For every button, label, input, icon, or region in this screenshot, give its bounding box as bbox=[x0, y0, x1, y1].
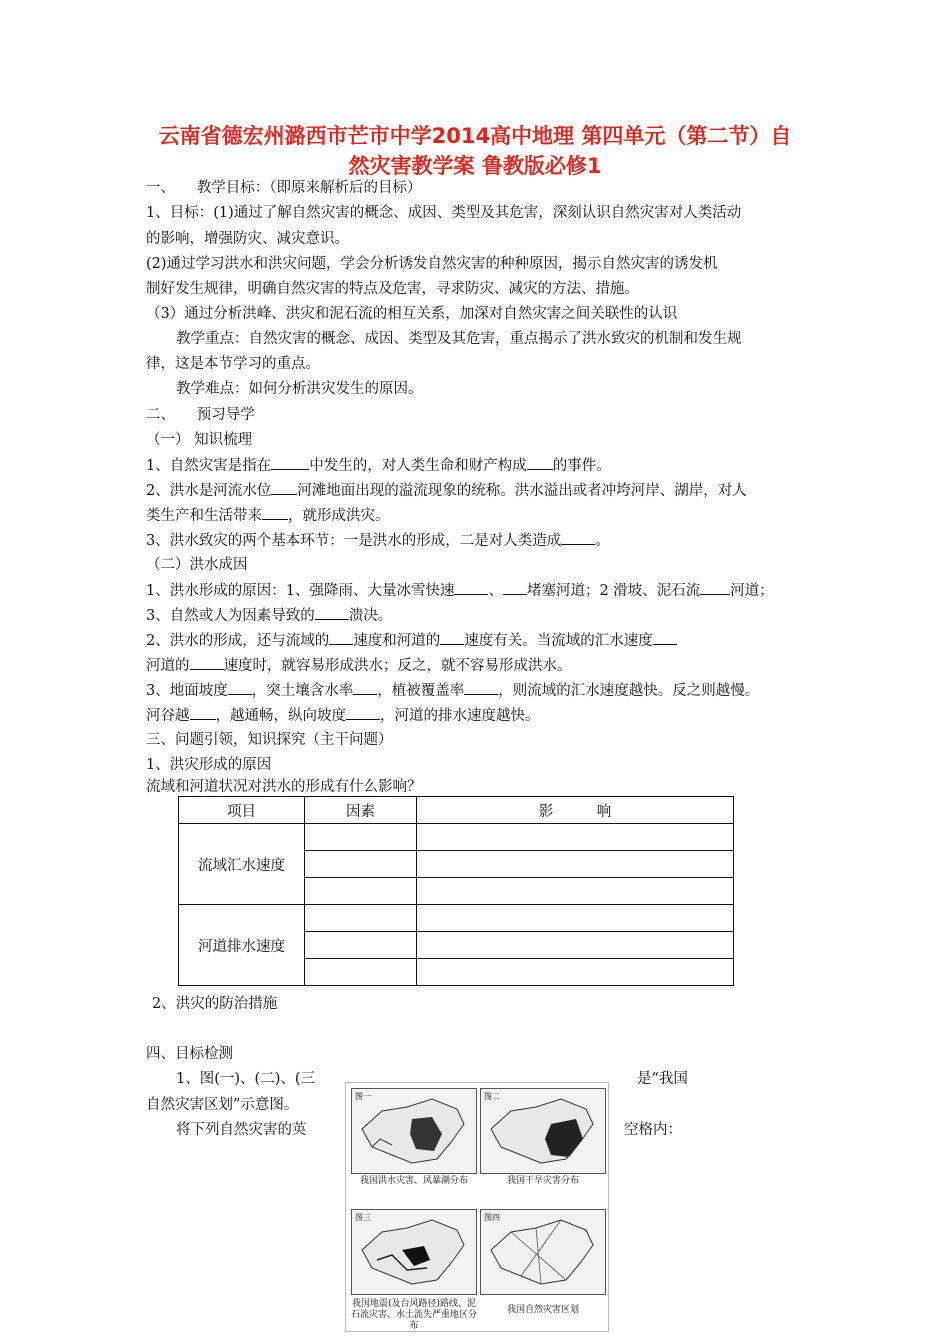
document-title bbox=[140, 121, 810, 181]
assessment-heading: 四、目标检测 bbox=[146, 1046, 233, 1062]
row-label-channel: 河道排水速度 bbox=[179, 905, 305, 986]
map-4: 图四 bbox=[480, 1209, 606, 1295]
blank[interactable] bbox=[527, 455, 553, 470]
table-cell[interactable] bbox=[305, 905, 417, 932]
blank[interactable] bbox=[190, 705, 216, 720]
table-cell[interactable] bbox=[417, 824, 734, 851]
table-cell[interactable] bbox=[305, 851, 417, 878]
blank[interactable] bbox=[315, 605, 349, 620]
blank[interactable] bbox=[353, 680, 377, 695]
disaster-maps-figure bbox=[345, 1082, 609, 1332]
key-point-cont: 律，这是本节学习的重点。 bbox=[146, 356, 320, 372]
blank[interactable] bbox=[262, 505, 288, 520]
objective-1: 1、目标：(1)通过了解自然灾害的概念、成因、类型及其危害，深刻认识自然灾害对人类活动 bbox=[146, 205, 742, 221]
table-question: 流域和河道状况对洪水的形成有什么影响？ bbox=[146, 779, 422, 795]
map-1: 图一 bbox=[351, 1088, 477, 1174]
assessment-q1-instr-end: 空格内： bbox=[624, 1122, 682, 1138]
blank[interactable] bbox=[503, 580, 527, 595]
row-label-basin: 流域汇水速度 bbox=[179, 824, 305, 905]
flood-factors-table bbox=[178, 796, 734, 986]
inquiry-heading: 三、问题引领，知识探究（主干问题） bbox=[146, 732, 393, 748]
table-cell[interactable] bbox=[417, 878, 734, 905]
header-factor: 因素 bbox=[305, 797, 417, 824]
table-cell[interactable] bbox=[305, 959, 417, 986]
table-cell[interactable] bbox=[305, 824, 417, 851]
blank[interactable] bbox=[228, 680, 252, 695]
preview-heading: 二、 预习导学 bbox=[146, 407, 255, 423]
table-row bbox=[179, 824, 734, 851]
map-4-caption: 我国自然灾害区划 bbox=[506, 1305, 579, 1315]
cause-1: 1、洪水形成的原因：1、强降雨、大量冰雪快速 、 堵塞河道；2 滑坡、泥石流 河道； bbox=[146, 580, 774, 601]
assessment-q1: 1、图(一)、(二)、(三 bbox=[176, 1071, 316, 1087]
blank[interactable] bbox=[464, 680, 498, 695]
key-point: 教学重点：自然灾害的概念、成因、类型及其危害，重点揭示了洪水致灾的机制和发生规 bbox=[176, 331, 742, 347]
blank[interactable] bbox=[561, 530, 595, 545]
fill-question-2: 2、洪水是河流水位 河滩地面出现的溢流现象的统称。洪水溢出或者冲垮河岸、湖岸，对人 bbox=[146, 480, 747, 501]
blank[interactable] bbox=[653, 630, 677, 645]
difficult-point: 教学难点：如何分析洪灾发生的原因。 bbox=[176, 381, 423, 397]
fill-question-3: 3、洪水致灾的两个基本环节：一是洪水的形成，二是对人类造成 。 bbox=[146, 530, 610, 551]
fill-question-2-cont: 类生产和生活带来 ，就形成洪灾。 bbox=[146, 505, 390, 526]
objectives-heading: 一、 教学目标：（即原来解析后的目标） bbox=[146, 180, 422, 196]
table-cell[interactable] bbox=[417, 905, 734, 932]
table-row bbox=[179, 905, 734, 932]
blank[interactable] bbox=[271, 480, 297, 495]
table-header-row bbox=[179, 797, 734, 824]
fill-question-1: 1、自然灾害是指在 中发生的，对人类生命和财产构成 的事件。 bbox=[146, 455, 611, 476]
cause-valley: 河谷越 ，越通畅，纵向坡度 ，河道的排水速度越快。 bbox=[146, 705, 540, 726]
map-2-caption: 我国干旱灾害分布 bbox=[506, 1176, 579, 1186]
map-3-caption: 我国地震(及台风路径)路线、泥石流灾害、水土流失严重地区分布 bbox=[351, 1299, 478, 1331]
title-line-2: 然灾害教学案 鲁教版必修1 bbox=[348, 154, 602, 178]
table-cell[interactable] bbox=[305, 878, 417, 905]
table-cell[interactable] bbox=[305, 932, 417, 959]
flood-prevention-subheading: 2、洪灾的防治措施 bbox=[152, 996, 278, 1012]
blank[interactable] bbox=[190, 655, 224, 670]
flood-causes-subheading: 1、洪灾形成的原因 bbox=[146, 757, 272, 773]
blank[interactable] bbox=[454, 580, 488, 595]
assessment-q1-cont: 自然灾害区划”示意图。 bbox=[146, 1097, 299, 1113]
cause-2-cont: 河道的 速度时，就容易形成洪水；反之，就不容易形成洪水。 bbox=[146, 655, 572, 676]
table-cell[interactable] bbox=[417, 959, 734, 986]
objective-2-cont: 制好发生规律，明确自然灾害的特点及危害，寻求防灾、减灾的方法、措施。 bbox=[146, 281, 639, 297]
map-2: 图二 bbox=[480, 1088, 606, 1174]
blank[interactable] bbox=[440, 630, 464, 645]
objective-3: （3）通过分析洪峰、洪灾和泥石流的相互关系，加深对自然灾害之间关联性的认识 bbox=[146, 306, 678, 322]
causes-heading: （二）洪水成因 bbox=[146, 557, 248, 573]
knowledge-heading: （一） 知识梳理 bbox=[146, 432, 253, 448]
blank[interactable] bbox=[329, 630, 353, 645]
cause-3: 3、自然或人为因素导致的 溃决。 bbox=[146, 605, 392, 626]
cause-slope: 3、地面坡度 ，突土壤含水率 ，植被覆盖率 ，则流域的汇水速度越快。反之则越慢。 bbox=[146, 680, 759, 701]
objective-1-cont: 的影响，增强防灾、减灾意识。 bbox=[146, 231, 349, 247]
header-item: 项目 bbox=[179, 797, 305, 824]
blank[interactable] bbox=[271, 455, 309, 470]
table-cell[interactable] bbox=[417, 932, 734, 959]
table-cell[interactable] bbox=[417, 851, 734, 878]
map-3: 图三 bbox=[351, 1209, 477, 1295]
assessment-q1-end: 是“我国 bbox=[637, 1071, 688, 1087]
assessment-q1-instr: 将下列自然灾害的英 bbox=[176, 1122, 307, 1138]
map-1-caption: 我国洪水灾害、风暴潮分布 bbox=[359, 1176, 468, 1186]
objective-2: (2)通过学习洪水和洪灾问题，学会分析诱发自然灾害的种种原因，揭示自然灾害的诱发机 bbox=[146, 256, 718, 272]
title-line-1: 云南省德宏州潞西市芒市中学2014高中地理 第四单元（第二节）自 bbox=[158, 124, 792, 148]
cause-2: 2、洪水的形成，还与流域的 速度和河道的 速度有关。当流域的汇水速度 bbox=[146, 630, 677, 651]
blank[interactable] bbox=[700, 580, 730, 595]
blank[interactable] bbox=[346, 705, 380, 720]
header-impact: 影 响 bbox=[417, 797, 734, 824]
